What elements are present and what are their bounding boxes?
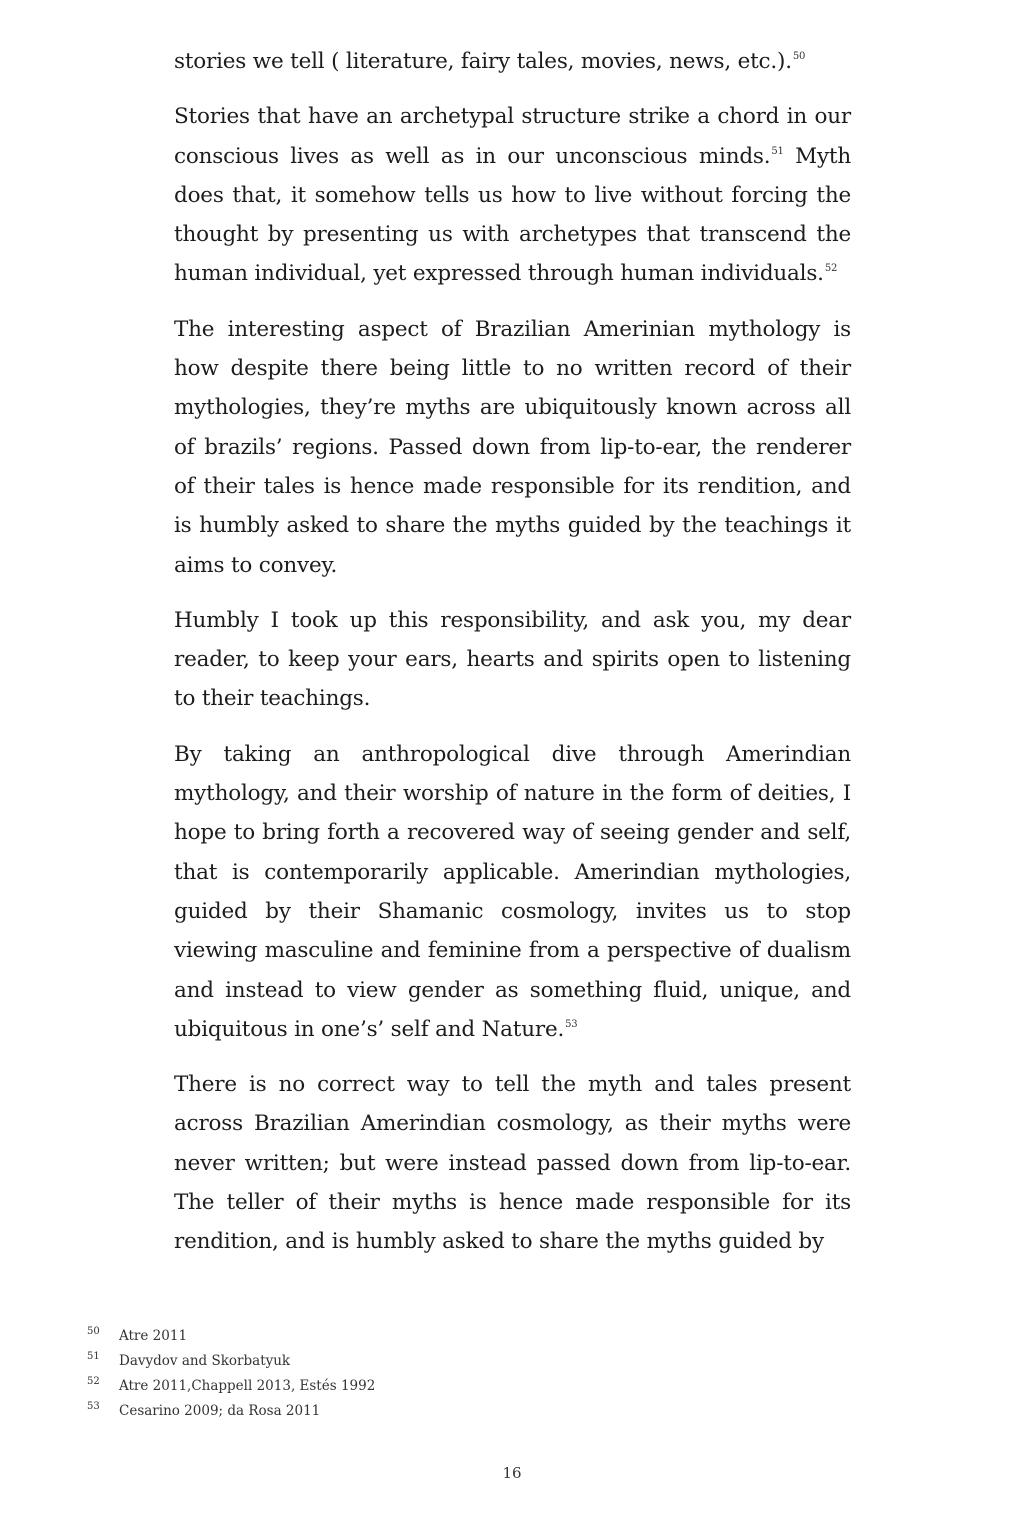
footnote-ref-53[interactable]: 53 <box>565 1018 578 1030</box>
paragraph-anthropological: By taking an anthropological dive through Amerindian mythology, and their worship of nature in the form of deities, I hope to bring forth a recovered way of seeing gender and self, that is contemporarily applicable. Amerindian mythologies, guided by their Shamanic cosmology, invites us to stop viewing masculine and feminine from a perspective of dualism and instead to view gender as something fluid, unique, and ubiquitous in one’s’ self and Nature.$^{53}$ <box>174 741 851 1042</box>
footnote-number: 50 <box>87 1326 100 1337</box>
body-text <box>174 42 851 1278</box>
footnote-52 <box>87 1374 787 1399</box>
footnote-ref-51[interactable]: 51 <box>771 145 784 157</box>
footnote-text: Davydov and Skorbatyuk <box>119 1353 291 1369</box>
paragraph-responsibility: Humbly I took up this responsibility, and ask you, my dear reader, to keep your ears, hearts and spirits open to listening to their teachings. <box>174 607 851 712</box>
footnote-text: Cesarino 2009; da Rosa 2011 <box>119 1403 321 1419</box>
footnote-number: 53 <box>87 1401 100 1412</box>
paragraph-no-correct-way: There is no correct way to tell the myth and tales present across Brazilian Amerindian cosmology, as their myths were never written; but were instead passed down from lip-to-ear. The teller of their myths is hence made responsible for its rendition, and is humbly asked to share the myths guided by <box>174 1072 851 1255</box>
footnote-text: Atre 2011,Chappell 2013, Estés 1992 <box>119 1378 376 1394</box>
page-number: 16 <box>502 1464 522 1482</box>
footnotes <box>87 1324 787 1424</box>
footnote-50 <box>87 1324 787 1349</box>
footnote-51 <box>87 1349 787 1374</box>
footnote-ref-50[interactable]: 50 <box>792 51 806 62</box>
footnote-number: 52 <box>87 1376 100 1387</box>
footnote-ref-52[interactable]: 52 <box>824 263 838 275</box>
paragraph-amerinian: The interesting aspect of Brazilian Amerinian mythology is how despite there being little to no written record of their mythologies, they’re myths are ubiquitously known across all of brazils’ regions. Passed down from lip-to-ear, the renderer of their tales is hence made responsible for its rendition, and is humbly asked to share the myths guided by the teachings it aims to convey. <box>174 316 851 578</box>
paragraph-continued: stories we tell ( literature, fairy tales, movies, news, etc.).$^{50}$ <box>174 49 806 74</box>
paragraph-archetypes: Stories that have an archetypal structure strike a chord in our conscious lives as well as in our unconscious minds.$^{51}$ Myth does that, it somehow tells us how to live without forcing the thought by presenting us with archetypes that transcend the human individual, yet expressed through human individuals.$^{52}$ <box>174 104 851 287</box>
footnote-number: 51 <box>87 1351 100 1362</box>
footnote-53 <box>87 1399 787 1424</box>
footnote-text: Atre 2011 <box>119 1328 188 1344</box>
